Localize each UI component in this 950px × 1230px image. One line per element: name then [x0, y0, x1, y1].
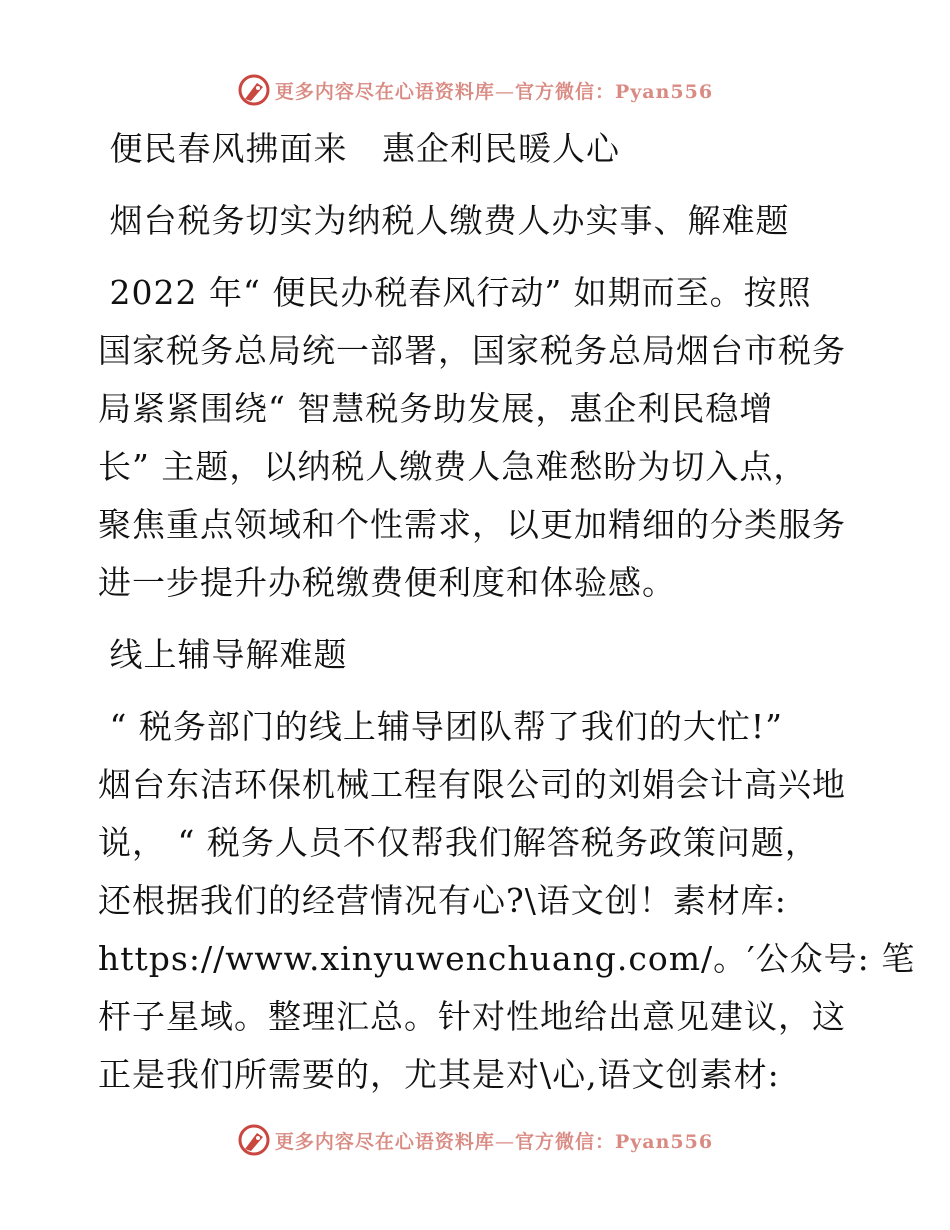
text-line: https://www.xinyuwenchuang.com/。′公众号: 笔 [98, 939, 916, 978]
text-line: 烟台东洁环保机械工程有限公司的刘娟会计高兴地 [98, 765, 846, 804]
section-heading [98, 626, 858, 684]
text-line: “ 税务部门的线上辅导团队帮了我们的大忙!” [98, 707, 783, 746]
text-line: 长” 主题，以纳税人缴费人急难愁盼为切入点， [98, 447, 808, 486]
pen-nib-logo-icon [237, 1123, 271, 1157]
banner-text: 更多内容尽在心语资料库—官方微信：Pyan556 [274, 80, 714, 103]
header-banner [0, 70, 950, 110]
title-sub: 烟台税务切实为纳税人缴费人办实事、解难题 [98, 201, 790, 240]
text-line: 杆子星域。整理汇总。针对性地给出意见建议，这 [98, 997, 846, 1036]
text-line: 还根据我们的经营情况有心?\语文创！素材库: [98, 881, 787, 920]
heading-online-guidance: 线上辅导解难题 [98, 635, 348, 674]
text-line: 国家税务总局统一部署，国家税务总局烟台市税务 [98, 331, 846, 370]
title-main: 便民春风拂面来 惠企利民暖人心 [98, 129, 620, 168]
text-line: 正是我们所需要的，尤其是对\心,语文创素材: [98, 1055, 780, 1094]
text-line: 进一步提升办税缴费便利度和体验感。 [98, 563, 676, 602]
banner-text: 更多内容尽在心语资料库—官方微信：Pyan556 [274, 1130, 714, 1153]
text-line: 聚焦重点领域和个性需求，以更加精细的分类服务 [98, 505, 846, 544]
pen-nib-logo-icon [237, 73, 271, 107]
document-body [98, 120, 916, 1104]
paragraph-quote [98, 698, 916, 1104]
text-line: 局紧紧围绕“ 智慧税务助发展，惠企利民稳增 [98, 389, 774, 428]
text-line: 说， “ 税务人员不仅帮我们解答税务政策问题， [98, 823, 819, 862]
footer-banner [0, 1120, 950, 1160]
text-line: 2022 年“ 便民办税春风行动” 如期而至。按照 [98, 273, 812, 312]
paragraph-intro [98, 264, 858, 612]
